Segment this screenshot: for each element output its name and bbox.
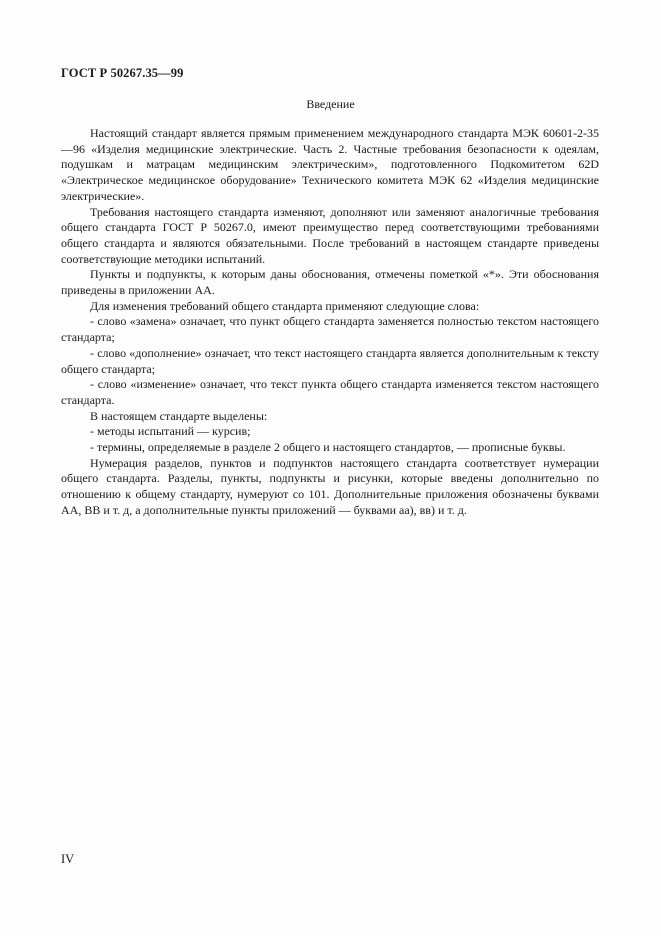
document-code-header: ГОСТ Р 50267.35—99 xyxy=(61,66,184,80)
paragraph-numbering: Нумерация разделов, пунктов и подпунктов настоящего стандарта соответствует нумерации общего стандарта. Разделы, пункты, подпункты и рисунки, которые введены дополнительно по отношению к общему стандарту, нумеруют со 101. Дополнительные приложения обозначены буквами АА, ВВ и т. д, а дополнительные пункты приложений — буквами аа), вв) и т. д. xyxy=(61,455,599,517)
list-item-terms: - термины, определяемые в разделе 2 общего и настоящего стандартов, — прописные буквы. xyxy=(90,440,566,455)
paragraph-intro: Настоящий стандарт является прямым применением международного стандарта МЭК 60601-2-35—96 «Изделия медицинские электрические. Часть 2. Частные требования безопасности к одеялам, подушкам и матрацам медицинским электрическим», подготовленного Подкомитетом 62D «Электрическое медицинское оборудование» Технического комитета МЭК 62 «Изделия медицинские электрические». xyxy=(61,126,599,203)
page-number: IV xyxy=(61,852,75,866)
paragraph-justifications: Пункты и подпункты, к которым даны обоснования, отмечены пометкой «*». Эти обоснования приведены в приложении АА. xyxy=(61,267,599,298)
paragraph-highlights-intro: В настоящем стандарте выделены: xyxy=(90,408,268,423)
paragraph-change-words-intro: Для изменения требований общего стандарта применяют следующие слова: xyxy=(90,298,480,313)
document-body xyxy=(61,126,599,519)
list-item-modification: - слово «изменение» означает, что текст пункта общего стандарта изменяется текстом настоящего стандарта. xyxy=(61,377,599,407)
paragraph-requirements: Требования настоящего стандарта изменяют, дополняют или заменяют аналогичные требования общего стандарта ГОСТ Р 50267.0, имеют преимущество перед соответствующими требованиями общего стандарта и являются обязательными. После требований в настоящем стандарте приведены соответствующие методики испытаний. xyxy=(61,204,599,266)
section-title: Введение xyxy=(306,97,355,111)
list-item-addition: - слово «дополнение» означает, что текст настоящего стандарта является дополнительным к тексту общего стандарта; xyxy=(61,345,599,376)
list-item-replacement: - слово «замена» означает, что пункт общего стандарта заменяется полностью текстом настоящего стандарта; xyxy=(61,314,599,345)
list-item-test-methods: - методы испытаний — курсив; xyxy=(90,424,251,439)
